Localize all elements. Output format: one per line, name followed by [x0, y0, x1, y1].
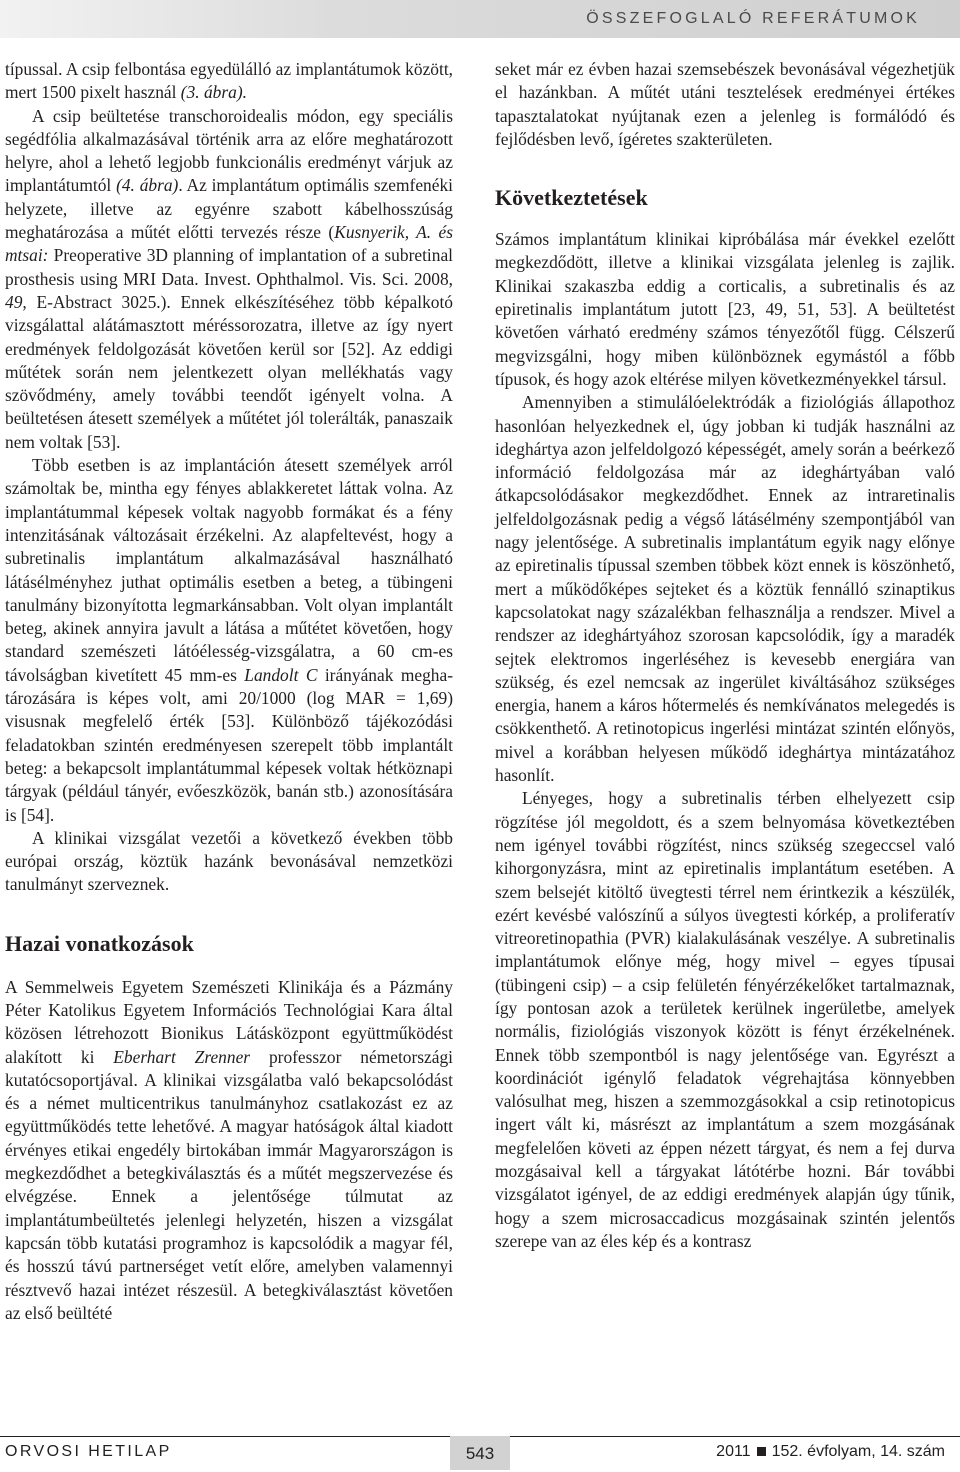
text-run: Több esetben is az implantáción átesett személyek arról számoltak be, mintha egy fényes ablakkeretet láttak volna. Az implantátummal képesek voltak nagyobb formákat és a fény intenzitásának változásait érzékelni. Az alapfeltevést, hogy a subretinalis implantátum alkalmazásával használható látásélményhez juthat optimális esetben a beteg, a tübingeni tanulmány bizonyította legmarkánsabban. Volt olyan implantált beteg, akinek annyira javult a látása a műtétet követően, hogy standard szemészeti látóélesség-vizsgálatra, a 60 cm-es távolságban kivetített 45 mm-es [5, 455, 453, 685]
paragraph [5, 58, 453, 105]
header-bar [0, 0, 960, 38]
paragraph [495, 787, 955, 1253]
paragraph [5, 827, 453, 897]
text-run: irányának meghatározására is képes volt, ami 20/1000 (log MAR = 1,69) visusnak megfelelő érték [53]. Különböző tájékozódási feladatokban szintén eredményesen szerepelt több implantált beteg: a bekapcsolt implantátummal képesek voltak hétköznapi tárgyak (például tányér, evőeszközök, banán stb.) azonosítására is [54]. [5, 664, 453, 825]
paragraph [495, 391, 955, 787]
section-heading: Hazai vonatkozások [5, 930, 194, 956]
journal-name: ORVOSI HETILAP [5, 1443, 172, 1460]
right-column [495, 58, 955, 1253]
text-run: professzor németországi kutatócsoportjával. A klinikai vizsgálatba való bekapcsolódást és a német multicentrikus tanulmányhoz csatlakozást ez az együttműködés tette lehetővé. A magyar hatóságok által kiadott érvényes etikai engedély birtokában immár Magyarországon is megkezdődhet a betegkiválasztás és a műtét megszervezése és elvégzése. Ennek a jelentősége túlmutat az implantátumbeültetés jelenlegi helyzetén, hiszen a vizsgálat kapcsán több kutatási programhoz is kapcsolódik a magyar fél, és hosszú távú partnerséget vetít előre, amelyben valamennyi résztvevő hazai intézet részesül. A betegkiválasztást követően az első beültété [5, 1046, 453, 1323]
italic-text: Landolt C [244, 664, 318, 685]
page-number: 543 [450, 1436, 510, 1470]
paragraph [495, 228, 955, 391]
italic-text: 49, [5, 291, 27, 312]
issue-year: 2011 [716, 1443, 751, 1460]
issue-volume: 152. évfolyam, 14. szám [771, 1443, 945, 1460]
left-column [5, 58, 453, 1325]
italic-text: Kusnyerik, A. és mtsai: [5, 222, 454, 266]
italic-text: Eberhart Zrenner [113, 1046, 251, 1067]
text-run: A csip beültetése transchoroidealis módon, egy speciális segédfólia alkalmazásával történik arra az előre meghatározott helyre, ahol a lehető legjobb funkcionális eredményt várjuk az implantátumtól [5, 105, 453, 196]
text-run: . Az implantátum optimális szemfenéki helyzete, illetve az egyénre szabott kábelhosszúság meghatározása a műtét előtti tervezés része ( [5, 175, 453, 243]
text-run: E-Abstract 3025.). Ennek elkészítéséhez több képalkotó vizsgálattal alátámasztott méréssorozatra, illetve az így nyert eredmények feldolgozását követően kerül sor [52]. Az eddigi műtétek során nem jelentkezett olyan mellékhatás vagy szövődmény, amely további teendőt igényelt volna. A beültetésen átesett személyek a műtétet jól tolerálták, panaszaik nem voltak [53]. [5, 291, 453, 452]
text-run: A Semmelweis Egyetem Szemészeti Klinikája és a Pázmány Péter Katolikus Egyetem Információs Technológiai Kara által közösen létrehozott Bionikus Látásközpont együttműködést alakított ki [5, 976, 453, 1067]
text-run: Amennyiben a stimulálóelektródák a fiziológiás állapothoz hasonlóan helyezkednek el, úgy jobban ki tudják használni az ideghártya azon jelfeldolgozó képességét, amely során a beérkező információ feldolgozása már az ideghártyában való átkapcsolódásakor megkezdődhet. Ennek az intraretinalis jelfeldolgozásnak pedig a végső látásélmény szempontjából van nagy jelentősége. A subretinalis implantátum egyik nagy előnye az epiretinalis típussal szemben többek közt ennek is köszönhető, mert a működőképes sejteket és a köztük fennálló szinaptikus kapcsolatokat nagy százalékban felhasználja a rendszer. Mivel a rendszer az ideghártyához szorosan kapcsolódik, így a maradék sejtek elektromos ingerléséhez is kevesebb energiára van szükség, és ezel nemcsak az ingerület kiváltásához szükséges energia, hanem a káros hőtermelés és nemkívánatos melegedés is csökkenthető. A retinotopicus ingerlési mintázat szintén előnyös, mivel a korábban helyesen működő ideghártya mintázatához hasonlít. [495, 392, 955, 786]
paragraph [5, 454, 453, 827]
text-run: A klinikai vizsgálat vezetői a következő években több európai ország, köztük hazánk bevonásával nemzetközi tanulmányt szerveznek. [5, 827, 453, 895]
section-heading: Következtetések [495, 185, 648, 211]
text-run: Lényeges, hogy a subretinalis térben elhelyezett csip rögzítése jól megoldott, és a szem belnyomása következtében nem igényel további rögzítést, nincs szükség szegeccsel való kihorgonyzásra, mint az epiretinalis implantátum esetében. A szem belsejét kitöltő üvegtesti térrel nem érintkezik a készülék, ezért kevésbé valószínű a súlyos üvegtesti kórkép, a proliferatív vitreoretinopathia (PVR) kialakulásának veszélye. A subretinalis implantátumok előnye még, hogy mivel – egyes típusai (tübingeni csip) – a csip felületén fényérzékelőket tartalmaznak, így pontosan azok a területek kerülnek ingerületbe, amelyek normális, fiziológiás viszonyok között is fényt érzékelnének. Ennek több szempontból is nagy jelentősége van. Egyrészt a koordinációt igénylő feladatok végrehajtása könnyebben valósulhat meg, hiszen a szemmozgásokkal a csip retinotopicus ingert vált ki, másrészt az implantátum a szem mozgásának megfelelően követi az éppen nézett tárgyat, és nem a fej durva mozgásaival kell a tárgyakat látótérbe hozni. Bár további vizsgálatot igényel, de az eddigi eredmények alapján úgy tűnik, hogy a szem microsaccadicus mozgásainak szintén jelentős szerepe van az éles kép és a kontrasz [495, 788, 955, 1251]
text-run: Számos implantátum klinikai kipróbálása már évekkel ezelőtt megkezdődött, illetve a klinikai vizsgálata jelenleg is zajlik. Klinikai szakaszba eddig a corticalis, a subretinalis és az epiretinalis implantátum jutott [23, 49, 51, 53]. A beültetést követően várható eredmény számos tényezőtől függ. Célszerű megvizsgálni, hogy miben különböznek egymástól a főbb típusok, és hogy azok eltérése milyen következményekkel társul. [495, 229, 955, 389]
text-run: seket már ez évben hazai szemsebészek bevonásával végezhetjük el hazánkban. A műtét utáni tesztelések eredményei értékes tapasztalatokat nyújtanak ezen a jelenleg is formálódó és fejlődésben levő, ígéretes szakterületen. [495, 59, 955, 149]
paragraph [495, 58, 955, 151]
paragraph [5, 105, 453, 454]
separator-square-icon [757, 1447, 766, 1456]
section-title: ÖSSZEFOGLALÓ REFERÁTUMOK [586, 10, 920, 27]
text-run: Preoperative 3D planning of implantation of a subretinal prosthesis using MRI Data. Invest. Ophthalmol. Vis. Sci. 2008, [5, 245, 453, 289]
issue-info [716, 1443, 945, 1461]
text-run: típussal. A csip felbontása egyedülálló az implantátumok között, mert 1500 pixelt használ [5, 59, 453, 103]
paragraph [5, 976, 453, 1325]
italic-text: (3. ábra). [180, 82, 247, 103]
italic-text: (4. ábra) [116, 175, 179, 196]
